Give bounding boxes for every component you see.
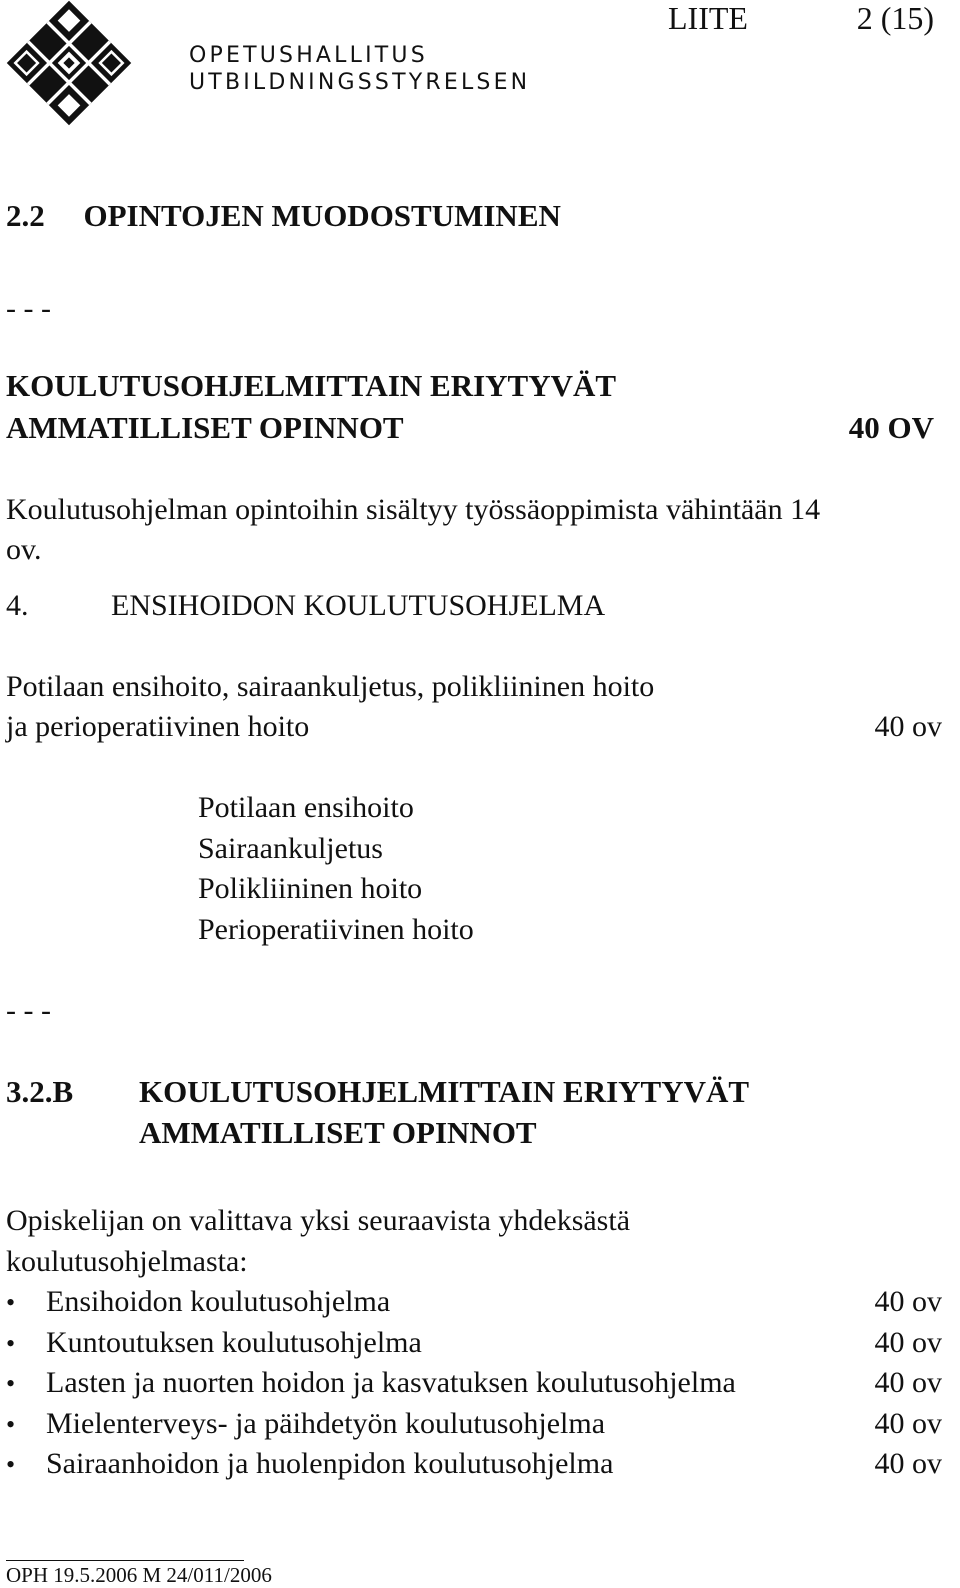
- note-line1: Koulutusohjelman opintoihin sisältyy työssäoppimista vähintään 14: [6, 493, 821, 526]
- org-name-finnish: OPETUSHALLITUS: [189, 43, 428, 68]
- bullet-icon: •: [6, 1410, 16, 1439]
- block-credits: 40 OV: [848, 410, 934, 445]
- subitem: Polikliininen hoito: [198, 872, 423, 905]
- program-number: 4.: [6, 589, 29, 622]
- program-list-item: Kuntoutuksen koulutusohjelma: [46, 1326, 422, 1359]
- appendix-label: LIITE: [668, 0, 748, 36]
- module-credits: 40 ov: [874, 710, 942, 743]
- program-credits: 40 ov: [874, 1407, 942, 1440]
- program-credits: 40 ov: [874, 1447, 942, 1480]
- section-title-line1: KOULUTUSOHJELMITTAIN ERIYTYVÄT: [139, 1074, 750, 1109]
- program-credits: 40 ov: [874, 1366, 942, 1399]
- subitem: Sairaankuljetus: [198, 832, 383, 865]
- opetushallitus-logo-icon: [6, 0, 132, 126]
- subitem: Potilaan ensihoito: [198, 791, 414, 824]
- program-credits: 40 ov: [874, 1326, 942, 1359]
- bullet-icon: •: [6, 1288, 16, 1317]
- program-title: ENSIHOIDON KOULUTUSOHJELMA: [111, 589, 606, 622]
- bullet-icon: •: [6, 1369, 16, 1398]
- footer-reference: OPH 19.5.2006 M 24/011/2006: [6, 1563, 272, 1587]
- module-line2: ja perioperatiivinen hoito: [6, 710, 310, 743]
- separator: - - -: [6, 994, 51, 1027]
- program-list-item: Lasten ja nuorten hoidon ja kasvatuksen koulutusohjelma: [46, 1366, 736, 1399]
- program-list-item: Sairaanhoidon ja huolenpidon koulutusohjelma: [46, 1447, 614, 1480]
- page-number: 2 (15): [856, 0, 934, 36]
- intro-line2: koulutusohjelmasta:: [6, 1245, 248, 1278]
- subitem: Perioperatiivinen hoito: [198, 913, 474, 946]
- note-line2: ov.: [6, 533, 42, 566]
- section-number: 3.2.B: [6, 1074, 74, 1109]
- bullet-icon: •: [6, 1329, 16, 1358]
- separator: - - -: [6, 292, 51, 325]
- program-credits: 40 ov: [874, 1285, 942, 1318]
- footer-rule: [6, 1560, 244, 1561]
- bullet-icon: •: [6, 1450, 16, 1479]
- module-line1: Potilaan ensihoito, sairaankuljetus, polikliininen hoito: [6, 670, 655, 703]
- section-title-line2: AMMATILLISET OPINNOT: [139, 1115, 537, 1150]
- org-name-swedish: UTBILDNINGSSTYRELSEN: [189, 70, 531, 95]
- block-title-line2: AMMATILLISET OPINNOT: [6, 410, 404, 445]
- section-heading: 2.2 OPINTOJEN MUODOSTUMINEN: [6, 198, 561, 233]
- intro-line1: Opiskelijan on valittava yksi seuraavista yhdeksästä: [6, 1204, 631, 1237]
- program-list-item: Mielenterveys- ja päihdetyön koulutusohjelma: [46, 1407, 606, 1440]
- block-title-line1: KOULUTUSOHJELMITTAIN ERIYTYVÄT: [6, 368, 617, 403]
- program-list-item: Ensihoidon koulutusohjelma: [46, 1285, 391, 1318]
